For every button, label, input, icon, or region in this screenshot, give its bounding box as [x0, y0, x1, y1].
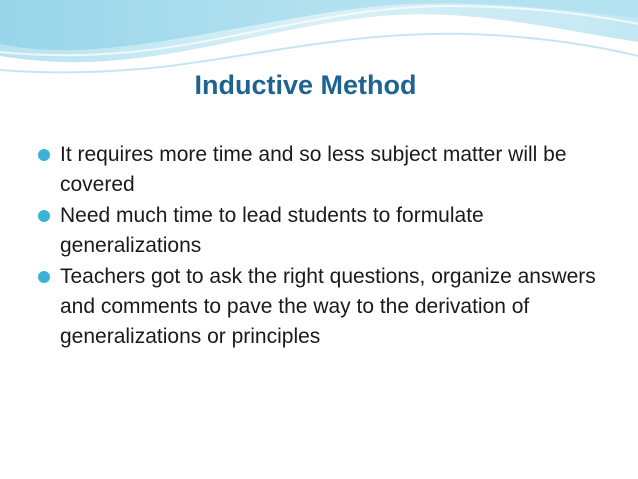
slide-title: Inductive Method	[194, 70, 417, 100]
header-wave-decoration	[0, 0, 638, 75]
bullet-text: It requires more time and so less subject matter will be covered	[60, 143, 567, 196]
bullet-dot-icon	[38, 271, 50, 283]
bullet-text: Teachers got to ask the right questions, organize answers and comments to pave the way to the derivation of generalizations or principles	[60, 265, 596, 348]
bullet-dot-icon	[38, 149, 50, 161]
bullet-text: Need much time to lead students to formulate generalizations	[60, 204, 484, 257]
bullet-list	[20, 140, 620, 352]
bullet-item	[20, 140, 620, 200]
bullet-dot-icon	[38, 210, 50, 222]
bullet-item	[20, 201, 620, 261]
bullet-item	[20, 262, 620, 352]
